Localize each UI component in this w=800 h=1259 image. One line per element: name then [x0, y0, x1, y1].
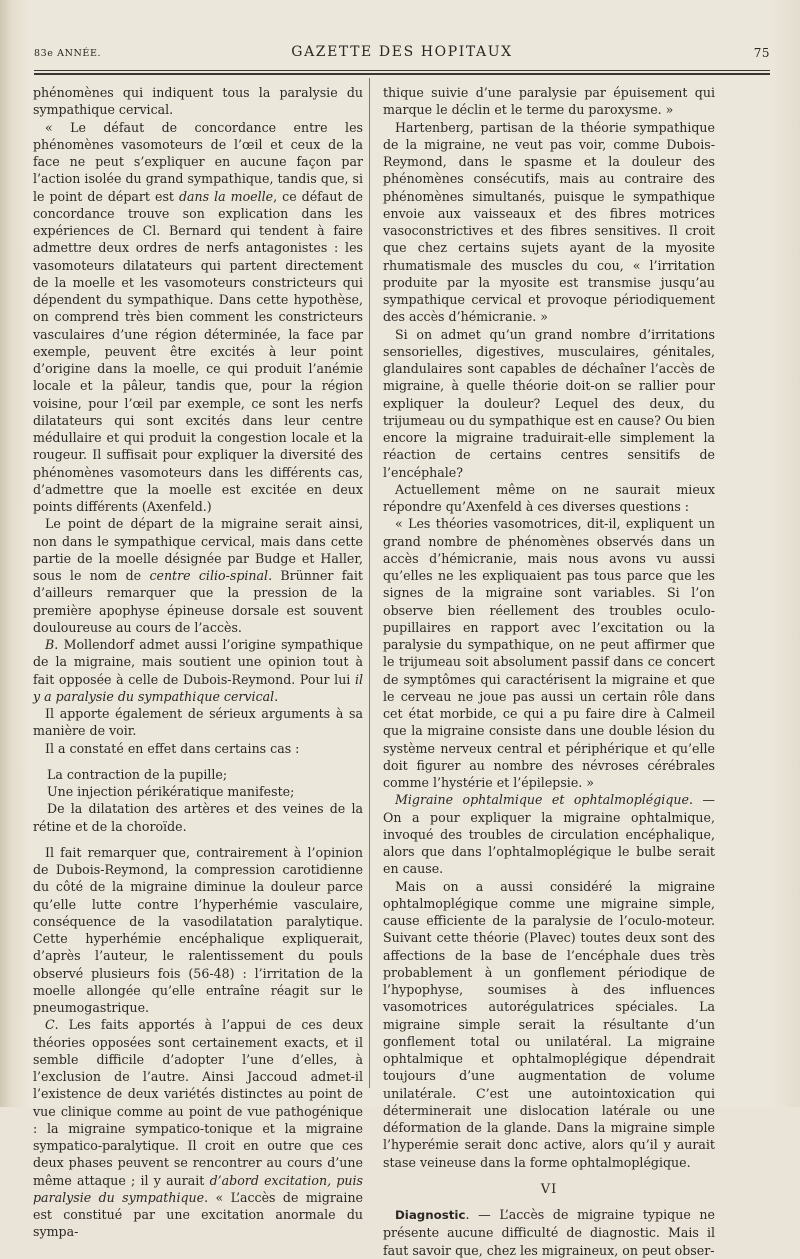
left-column: [33, 84, 363, 1241]
paragraph: C. Les faits apportés à l’appui de ces deux théories opposées sont certainement exacts, et il semble difficile d’adopter l’une d’elles, à l’exclusion de l’autre. Ainsi Jaccoud admet-il l’existence de deux variétés distinctes au point de vue clinique comme au point de vue pathogénique : la migraine sympatico-tonique et la migraine sympatico-paralytique. Il croit en outre que ces deux phases peuvent se rencontrer au cours d’une même attaque ; il y aurait d’abord excitation, puis paralysie du sympathique. « L’accès de migraine est constitué par une excitation anormale du sympa-: [33, 1017, 364, 1240]
issue-number: 83e ANNÉE.: [34, 48, 102, 59]
page-header: [34, 44, 770, 66]
paragraph: thique suivie d’une paralysie par épuisement qui marque le déclin et le terme du paroxysme. »: [383, 85, 715, 118]
paragraph: Diagnostic. — L’accès de migraine typique ne présente aucune difficulté de diagnostic. Mais il faut savoir que, chez les migraineux, on peut obser-: [383, 1207, 715, 1258]
list-item: Une injection périkératique manifeste;: [47, 784, 295, 799]
paragraph: Mais on a aussi considéré la migraine ophtalmoplégique comme une migraine simple, cause efficiente de la paralysie de l’oculo-moteur. Suivant cette théorie (Plavec) toutes deux sont des affections de la base de l’encéphale dues très probablement à un gonflement périodique de l’hypophyse, soumises à des influences vasomotrices autorégulatrices spéciales. La migraine simple serait la résultante d’un gonflement total ou unilatéral. La migraine ophtalmique et ophtalmoplégique dépendrait toujours d’une augmentation de volume unilatérale. C’est une autointoxication qui déterminerait une dislocation latérale ou une déformation de la glande. Dans la migraine simple l’hyperémie serait donc active, alors qu’il y aurait stase veineuse dans la forme ophtalmoplégique.: [383, 878, 715, 1170]
list-item: De la dilatation des artères et des veines de la rétine et de la choroïde.: [33, 801, 363, 834]
paragraph: Il fait remarquer que, contrairement à l’opinion de Dubois-Reymond, la compression carotidienne du côté de la migraine diminue la douleur parce qu’elle lutte contre l’hyperhémie vasculaire, conséquence de la vasodilatation paralytique. Cette hyperhémie encéphalique expliquerait, d’après l’auteur, le ralentissement du pouls observé plusieurs fois (56-48) : l’irritation de la moelle allongée qu’elle entraîne réagit sur le pneumogastrique.: [33, 844, 363, 1015]
paragraph: Il a constaté en effet dans certains cas :: [45, 740, 300, 756]
paragraph: Le point de départ de la migraine serait ainsi, non dans le sympathique cervical, mais dans cette partie de la moelle désignée par Budge et Haller, sous le nom de centre cilio-spinal. Brünner fait d’ailleurs remarquer que la pression de la première apophyse épineuse dorsale est souvent douloureuse au cours de l’accès.: [33, 516, 363, 635]
header-rule-thick: [34, 73, 770, 75]
page-number: 75: [753, 46, 770, 60]
paragraph: Hartenberg, partisan de la théorie sympathique de la migraine, ne veut pas voir, comme Dubois-Reymond, dans le spasme et la douleur des phénomènes consécutifs, mais au contraire des phénomènes simultanés, puisque le sympathique envoie aux vaisseaux et des fibres motrices vasoconstrictives et des fibres sensitives. Il croit que chez certains sujets ayant de la myosite rhumatismale des muscles du cou, « l’irritation produite par la myosite est transmise jusqu’au sympathique cervical et provoque périodiquement des accès d’hémicranie. »: [383, 119, 715, 325]
paragraph: Actuellement même on ne saurait mieux répondre qu’Axenfeld à ces diverses questions :: [383, 481, 715, 514]
paragraph: « Les théories vasomotrices, dit-il, expliquent un grand nombre de phénomènes observés dans un accès d’hémicranie, mais nous avons vu aussi qu’elles ne les expliquaient pas tous parce que les signes de la migraine sont variables. Si l’on observe bien réellement des troubles oculo-pupillaires en rapport avec l’excitation ou la paralysie du sympathique, on ne peut affirmer que le trijumeau soit absolument passif dans ce concert de symptômes qui caractérisent la migraine et que le cerveau ne joue pas aussi un certain rôle dans cet état morbide, ce qui a pu faire dire à Calmeil que la migraine consiste dans une double lésion du système nerveux central et périphérique et qu’elle doit figurer au nombre des névroses cérébrales comme l’hystérie et l’épilepsie. »: [383, 516, 715, 790]
column-divider: [369, 78, 370, 1088]
paragraph: « Le défaut de concordance entre les phénomènes vasomoteurs de l’œil et ceux de la face ne peut s’expliquer en aucune façon par l’action isolée du grand sympathique, tandis que, si le point de départ est dans la moelle, ce défaut de concordance trouve son explication dans les expériences de Cl. Bernard qui tendent à faire admettre deux ordres de nerfs antagonistes : les vasomoteurs dilatateurs qui partent directement de la moelle et les vasomoteurs constricteurs qui dépendent du sympathique. Dans cette hypothèse, on comprend très bien comment les constricteurs vasculaires d’une région déterminée, la face par exemple, peuvent être excités à leur point d’origine dans la moelle, ce qui produit l’anémie locale et la pâleur, tandis que, pour la région voisine, pour l’œil par exemple, ce sont les nerfs dilatateurs qui sont excités dans leur centre médullaire et qui produit la congestion locale et la rougeur. Il suffisait pour expliquer la diversité des phénomènes vasomoteurs dans les différents cas, d’admettre que la moelle est excitée en deux points différents (Axenfeld.): [33, 119, 364, 514]
right-column: [383, 84, 715, 1259]
paragraph: Si on admet qu’un grand nombre d’irritations sensorielles, digestives, musculaires, génitales, glandulaires sont capables de déchaîner l’accès de migraine, à quelle théorie doit-on se rallier pour expliquer la douleur? Lequel des deux, du trijumeau ou du sympathique est en cause? Ou bien encore la migraine traduirait-elle simplement la réaction de certains centres sensitifs de l’encéphale?: [383, 326, 715, 480]
paragraph: phénomènes qui indiquent tous la paralysie du sympathique cervical.: [33, 85, 363, 118]
journal-title: GAZETTE DES HOPITAUX: [291, 44, 513, 60]
header-rule-thin: [34, 70, 770, 71]
paragraph: B. Mollendorf admet aussi l’origine sympathique de la migraine, mais soutient une opinion tout à fait opposée à celle de Dubois-Reymond. Pour lui il y a paralysie du sympathique cervical.: [33, 637, 363, 704]
section-heading: VI: [540, 1181, 558, 1197]
list-item: La contraction de la pupille;: [47, 766, 228, 782]
paragraph: Il apporte également de sérieux arguments à sa manière de voir.: [33, 706, 363, 739]
paragraph: Migraine ophtalmique et ophtalmoplégique. — On a pour expliquer la migraine ophtalmique, invoqué des troubles de circulation encéphalique, alors que dans l’ophtalmoplégique le bulbe serait en cause.: [383, 792, 715, 877]
